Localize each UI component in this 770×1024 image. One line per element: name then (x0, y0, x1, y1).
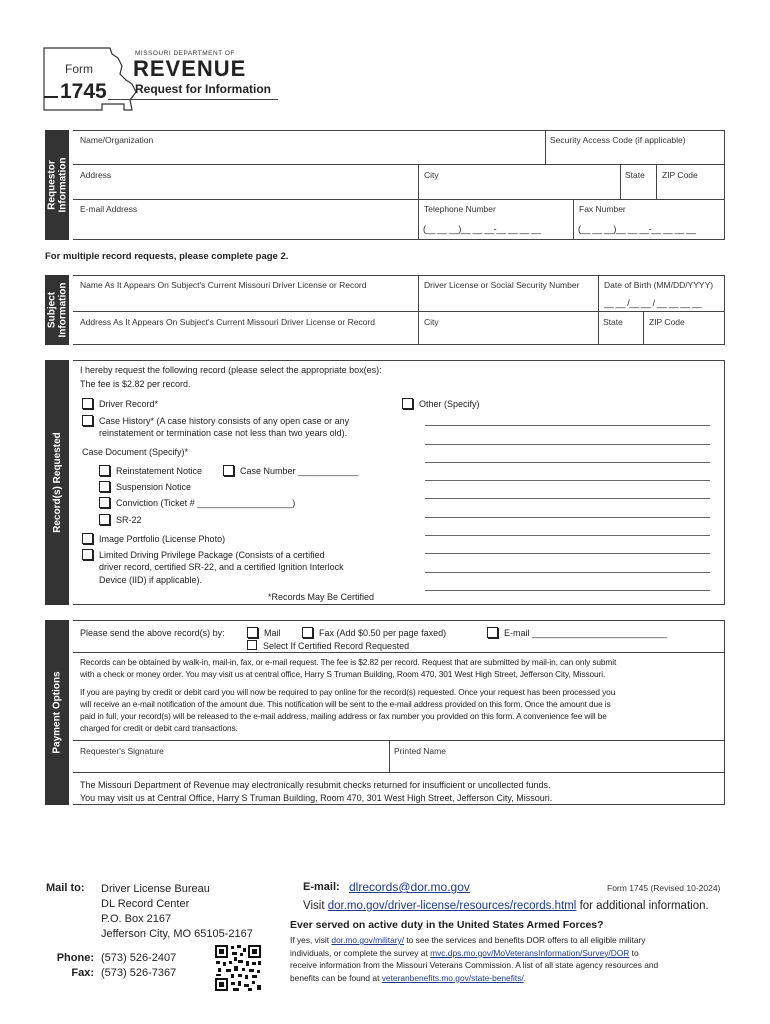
requestor-state-field[interactable] (621, 181, 655, 198)
certified-checkbox[interactable] (247, 640, 257, 650)
requestor-zip-label: ZIP Code (662, 170, 698, 180)
fax-number: (573) 526-7367 (101, 967, 177, 979)
reinstatement-notice-checkbox[interactable] (99, 465, 110, 476)
reinstatement-notice-option[interactable]: Reinstatement Notice (99, 465, 202, 476)
other-specify-line[interactable] (425, 535, 710, 536)
subject-dob-field[interactable]: __ __ /__ __ / __ __ __ __ (604, 298, 702, 308)
central-office-note: You may visit us at Central Office, Harry S Truman Building, Room 470, 301 West High Street, Jefferson City, Missouri. (80, 793, 553, 803)
telephone-field[interactable]: (__ __ __)__ __ __-__ __ __ __ (423, 224, 541, 234)
email-option[interactable]: E-mail ___________________________ (487, 627, 667, 638)
form-title: Request for Information (135, 82, 272, 96)
military-link[interactable]: dor.mo.gov/military/ (331, 935, 405, 945)
subject-dl-ssn-label: Driver License or Social Security Number (424, 280, 580, 290)
subject-side-label: Subject Information (45, 275, 69, 345)
records-certified-note: *Records May Be Certified (268, 592, 375, 602)
requestor-state-label: State (625, 170, 645, 180)
subject-zip-field[interactable] (644, 328, 724, 344)
mail-option[interactable]: Mail (247, 627, 281, 638)
image-portfolio-option[interactable]: Image Portfolio (License Photo) (82, 533, 225, 544)
fax-checkbox[interactable] (302, 627, 313, 638)
records-intro-line1: I hereby request the following record (please select the appropriate box(es): (80, 365, 382, 375)
multiple-requests-note: For multiple record requests, please complete page 2. (45, 251, 289, 262)
conviction-option[interactable]: Conviction (Ticket # ___________________) (99, 497, 295, 508)
records-side-label: Record(s) Requested (45, 360, 69, 605)
requestor-city-field[interactable] (419, 181, 619, 198)
printed-name-label: Printed Name (394, 746, 446, 756)
email-link[interactable]: dlrecords@dor.mo.gov (349, 880, 470, 894)
other-specify-line[interactable] (425, 517, 710, 518)
ldp-checkbox[interactable] (82, 549, 93, 560)
other-specify-line[interactable] (425, 498, 710, 499)
agency-logo-text: REVENUE (133, 56, 247, 81)
conviction-checkbox[interactable] (99, 497, 110, 508)
fax-number-label: Fax Number (579, 204, 626, 214)
sr22-option[interactable]: SR-22 (99, 514, 142, 525)
subject-dl-ssn-field[interactable] (419, 291, 597, 310)
form-number: 1745 (60, 80, 107, 103)
ldp-desc-2: driver record, certified SR-22, and a certified Ignition Interlock (99, 562, 344, 572)
subject-state-field[interactable] (599, 328, 642, 344)
phone-label: Phone: (56, 952, 94, 964)
mailing-address: Driver License Bureau DL Record Center P.O. Box 2167 Jefferson City, MO 65105-2167 (101, 883, 253, 940)
telephone-label: Telephone Number (424, 204, 496, 214)
footer-email-label: E-mail: (303, 881, 340, 893)
email-checkbox[interactable] (487, 627, 498, 638)
requestor-address-label: Address (80, 170, 112, 180)
case-document-label: Case Document (Specify)* (82, 447, 189, 457)
subject-city-field[interactable] (419, 328, 597, 344)
signature-field[interactable] (74, 757, 388, 771)
certified-option[interactable]: Select If Certified Record Requested (247, 640, 409, 651)
mail-to-label: Mail to: (46, 882, 85, 894)
subject-name-field[interactable] (74, 291, 417, 310)
signature-label: Requester's Signature (80, 746, 164, 756)
driver-record-checkbox[interactable] (82, 398, 93, 409)
form-revision: Form 1745 (Revised 10-2024) (607, 883, 721, 893)
send-by-label: Please send the above record(s) by: (80, 628, 225, 638)
case-history-option[interactable]: Case History* (A case history consists of any open case or any (82, 415, 349, 426)
driver-record-option[interactable]: Driver Record* (82, 398, 158, 409)
subject-city-label: City (424, 317, 439, 327)
requestor-city-label: City (424, 170, 439, 180)
subject-name-label: Name As It Appears On Subject's Current Missouri Driver License or Record (80, 280, 367, 290)
ldp-desc-3: Device (IID) if applicable). (99, 575, 203, 585)
military-heading: Ever served on active duty in the United States Armed Forces? (290, 919, 604, 931)
records-fee-line: The fee is $2.82 per record. (80, 379, 191, 389)
qr-code-icon (214, 944, 262, 992)
requestor-side-label: Requestor Information (45, 130, 69, 240)
mail-checkbox[interactable] (247, 627, 258, 638)
veterans-survey-link[interactable]: mvc.dps.mo.gov/MoVeteransInformation/Survey/DOR (430, 947, 630, 958)
printed-name-field[interactable] (390, 757, 724, 771)
title-underline (108, 99, 278, 100)
visit-line: Visit dor.mo.gov/driver-license/resources/records.html for additional information. (303, 900, 709, 912)
subject-address-label: Address As It Appears On Subject's Current Missouri Driver License or Record (80, 317, 375, 327)
case-history-desc: reinstatement or termination case not less than two years old). (99, 428, 348, 438)
other-specify-line[interactable] (425, 572, 710, 573)
suspension-notice-checkbox[interactable] (99, 481, 110, 492)
other-specify-line[interactable] (425, 480, 710, 481)
resubmit-checks-note: The Missouri Department of Revenue may electronically resubmit checks returned for insufficient or uncollected funds. (80, 780, 551, 790)
subject-zip-label: ZIP Code (649, 317, 685, 327)
payment-paragraph-2: If you are paying by credit or debit card you will now be required to pay online for the record(s) requested. Once your request has been processed you will receive an e-mail notification of the amount due. This notification will be sent to the e-mail address provided on this form. Once the amount due is paid in full, your record(s) will be released to the e-mail address, mailing address or fax number you provided on this form. A convenience fee will be charged for credit or debit card transactions. (80, 687, 616, 733)
payment-paragraph-1: Records can be obtained by walk-in, mail-in, fax, or e-mail request. The fee is $2.82 per record. Request that are submitted by mail-in, can only submit with a check or money order. You may visit us at central office, Harry S Truman Building, Room 470, 301 West High Street, Jefferson City, Missouri. (80, 657, 617, 679)
suspension-notice-option[interactable]: Suspension Notice (99, 481, 191, 492)
security-code-label: Security Access Code (if applicable) (550, 135, 686, 145)
case-number-option[interactable]: Case Number ____________ (223, 465, 358, 476)
sr22-checkbox[interactable] (99, 514, 110, 525)
veteran-benefits-link[interactable]: veteranbenefits.mo.gov/state-benefits/ (381, 972, 524, 983)
ldp-option[interactable]: Limited Driving Privilege Package (Consists of a certified (82, 549, 325, 560)
case-number-checkbox[interactable] (223, 465, 234, 476)
subject-dob-label: Date of Birth (MM/DD/YYYY) (604, 280, 714, 290)
military-paragraph: If yes, visit dor.mo.gov/military/ to see the services and benefits DOR offers to all eligible military individuals, or complete the survey at mvc.dps.mo.gov/MoVeteransInformation/Survey/DOR to receive information from the Missouri Veterans Commission. A list of all state agency resources and benefits can be found at veteranbenefits.mo.gov/state-benefits/. (290, 935, 659, 983)
image-portfolio-checkbox[interactable] (82, 533, 93, 544)
form-label: Form (65, 62, 93, 76)
fax-number-field[interactable]: (__ __ __)__ __ __-__ __ __ __ (578, 224, 696, 234)
other-option[interactable]: Other (Specify) (402, 398, 480, 409)
agency-small-title: MISSOURI DEPARTMENT OF (135, 50, 235, 57)
security-code-field[interactable] (546, 146, 724, 163)
other-specify-line[interactable] (425, 590, 710, 591)
records-page-link[interactable]: dor.mo.gov/driver-license/resources/records.html (327, 900, 577, 912)
other-specify-line[interactable] (425, 553, 710, 554)
phone-number: (573) 526-2407 (101, 952, 177, 964)
other-checkbox[interactable] (402, 398, 413, 409)
subject-address-field[interactable] (74, 328, 417, 344)
name-organization-label: Name/Organization (80, 135, 154, 145)
subject-state-label: State (603, 317, 623, 327)
other-specify-line[interactable] (425, 462, 710, 463)
case-history-checkbox[interactable] (82, 415, 93, 426)
form-number-dash (44, 96, 58, 98)
other-specify-line[interactable] (425, 444, 710, 445)
email-address-label: E-mail Address (80, 204, 138, 214)
fax-option[interactable]: Fax (Add $0.50 per page faxed) (302, 627, 446, 638)
requestor-zip-field[interactable] (657, 181, 724, 198)
payment-side-label: Payment Options (45, 620, 69, 805)
fax-label: Fax: (71, 967, 94, 979)
other-specify-line[interactable] (425, 425, 710, 426)
requestor-address-field[interactable] (74, 181, 417, 198)
email-address-field[interactable] (74, 215, 417, 239)
name-organization-field[interactable] (74, 146, 544, 163)
